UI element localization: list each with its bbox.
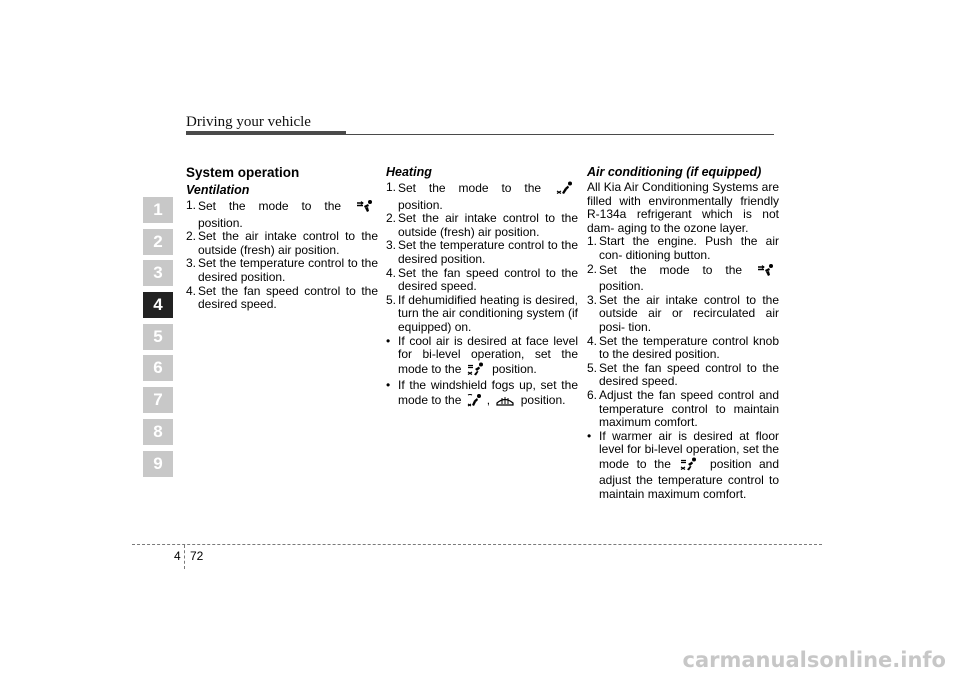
footer-page-number: 72 [190, 549, 204, 563]
footer-chapter-number: 4 [174, 549, 181, 563]
chapter-tabs [143, 197, 173, 482]
heating-steps [386, 181, 578, 335]
ventilation-steps [186, 199, 378, 312]
page-header-title: Driving your vehicle [186, 114, 311, 130]
list-item: 4. Set the temperature control knob to the desired position. [587, 333, 779, 362]
air-conditioning-title: Air conditioning (if equipped) [587, 165, 762, 179]
floor-vent-icon [556, 181, 576, 199]
section-title: System operation [186, 165, 300, 180]
footer-rule [132, 544, 822, 545]
air-conditioning-notes [587, 430, 779, 502]
list-item: 4. Set the fan speed control to the desired speed. [386, 265, 578, 294]
defrost-icon [495, 393, 515, 411]
footer-divider [184, 545, 185, 569]
list-item: 5. If dehumidified heating is desired, turn the air conditioning system (if equipped) on. [386, 292, 578, 334]
list-item: • If the windshield fogs up, set the mode to the , position. [386, 379, 578, 410]
list-item: 3. Set the temperature control to the desired position. [186, 256, 378, 284]
floor-defrost-icon [467, 393, 485, 411]
chapter-tab-7[interactable]: 7 [143, 387, 173, 413]
bi-level-icon [467, 362, 487, 380]
list-item: 3. Set the temperature control to the desired position. [386, 238, 578, 266]
list-item: 6. Adjust the fan speed control and temperature control to maintain maximum comfort. [587, 387, 779, 430]
watermark: carmanualsonline.info [682, 648, 946, 672]
chapter-tab-2[interactable]: 2 [143, 229, 173, 255]
ventilation-title: Ventilation [186, 183, 250, 197]
column-heating [386, 165, 578, 411]
list-item: 1. Start the engine. Push the air con- ditioning button. [587, 234, 779, 262]
column-air-conditioning [587, 165, 779, 502]
chapter-tab-3[interactable]: 3 [143, 260, 173, 286]
chapter-tab-1[interactable]: 1 [143, 197, 173, 223]
air-conditioning-intro: All Kia Air Conditioning Systems are filled with environmentally friendly R-134a refrigerant which is not dam- aging to the ozone layer. [587, 180, 779, 235]
list-item: 1. Set the mode to the position. [386, 181, 578, 212]
list-item: • If cool air is desired at face level for bi-level operation, set the mode to the position. [386, 335, 578, 380]
chapter-tab-4[interactable]: 4 [143, 292, 173, 318]
column-ventilation [186, 165, 378, 312]
list-item: 4. Set the fan speed control to the desired speed. [186, 283, 378, 312]
chapter-tab-5[interactable]: 5 [143, 324, 173, 350]
list-item: • If warmer air is desired at floor level for bi-level operation, set the mode to the position and adjust the temperature control to maintain maximum comfort. [587, 428, 779, 502]
list-item: 2. Set the air intake control to the outside (fresh) air position. [186, 229, 378, 257]
heating-notes [386, 335, 578, 411]
list-item: 2. Set the mode to the position. [587, 263, 779, 294]
chapter-tab-9[interactable]: 9 [143, 451, 173, 477]
list-item: 1. Set the mode to the position. [186, 199, 378, 230]
chapter-tab-8[interactable]: 8 [143, 419, 173, 445]
chapter-tab-6[interactable]: 6 [143, 355, 173, 381]
list-item: 2. Set the air intake control to the outside (fresh) air position. [386, 211, 578, 239]
heating-title: Heating [386, 165, 432, 179]
list-item: 5. Set the fan speed control to the desired speed. [587, 360, 779, 389]
air-conditioning-steps [587, 235, 779, 429]
list-item: 3. Set the air intake control to the outside air or recirculated air posi- tion. [587, 292, 779, 334]
bi-level-icon [680, 457, 700, 475]
face-vent-icon [757, 263, 777, 281]
header-rule-thin [186, 134, 774, 135]
face-vent-icon [356, 199, 376, 217]
